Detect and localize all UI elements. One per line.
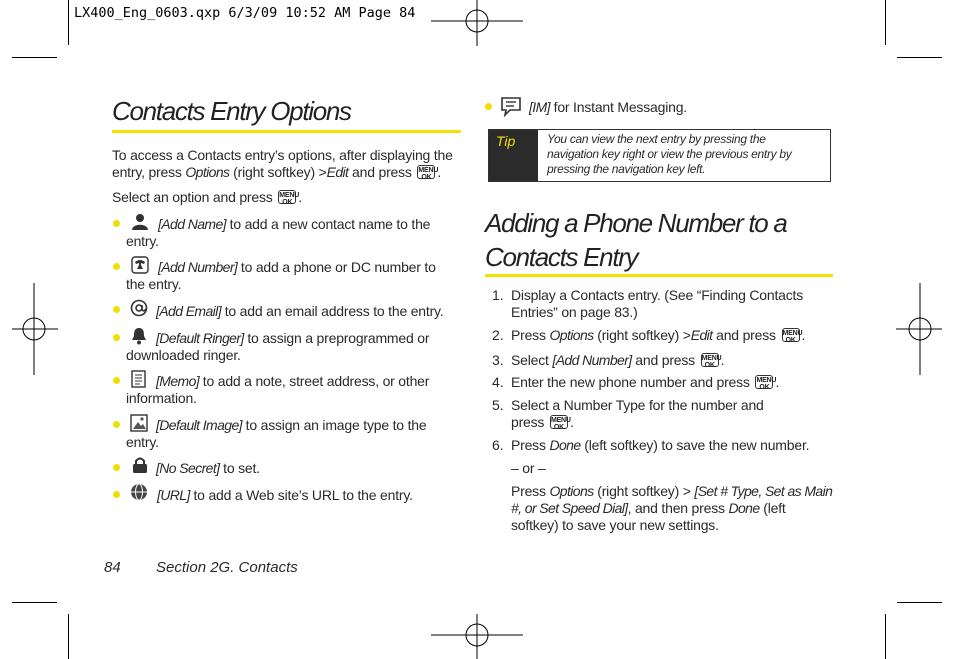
print-slug: LX400_Eng_0603.qxp 6/3/09 10:52 AM Page 84: [74, 5, 416, 21]
bullet: [113, 306, 120, 313]
registration-mark-bottom: [431, 614, 523, 659]
section-title-2: Adding a Phone Number to a Contacts Entry: [485, 208, 787, 272]
crop-mark: [68, 0, 69, 45]
bullet: [113, 334, 120, 341]
step-number: 4.: [492, 374, 504, 390]
step-1: Display a Contacts entry. (See “Finding Contacts Entries” on page 83.): [511, 287, 804, 320]
list-item: [Add Name] to add a new contact name to the entry.: [126, 216, 431, 249]
menu-ok-key-icon: MENU OK: [550, 417, 571, 431]
step-number: 2.: [492, 327, 504, 343]
list-item: [Default Image] to assign an image type to the entry.: [126, 417, 427, 450]
step-number: 1.: [492, 287, 504, 303]
crop-mark: [885, 0, 886, 45]
menu-ok-key-icon: MENU OK: [756, 377, 777, 391]
bullet: [113, 491, 120, 498]
list-item: [No Secret] to set.: [156, 460, 260, 476]
menu-ok-key-icon: MENU OK: [782, 330, 803, 344]
im-icon: [500, 95, 522, 117]
crop-mark: [885, 614, 886, 659]
bullet: [113, 220, 120, 227]
alternative-step: Press Options (right softkey) > [Set # Type, Set as Main #, or Set Speed Dial], and then press Done (left softkey) to save your new settings.: [511, 483, 833, 533]
title-rule: [485, 274, 833, 277]
step-3: Select [Add Number] and press MENU OK .: [511, 352, 725, 369]
crop-mark: [12, 602, 57, 603]
bullet: [113, 263, 120, 270]
menu-ok-key-icon: MENU OK: [279, 192, 300, 206]
crop-mark: [12, 57, 57, 58]
registration-mark-left: [12, 283, 58, 375]
list-item-im: [IM] for Instant Messaging.: [529, 99, 687, 115]
tip-label-panel: [489, 130, 538, 181]
tip-label: Tip: [496, 133, 516, 149]
step-number: 5.: [492, 397, 504, 413]
tip-text: You can view the next entry by pressing the navigation key right or view the previous entry by pressing the navigation key left.: [547, 132, 792, 176]
menu-ok-key-icon: MENU OK: [701, 355, 722, 369]
list-item: [Memo] to add a note, street address, or other information.: [126, 373, 430, 406]
step-number: 6.: [492, 437, 504, 453]
intro-paragraph: To access a Contacts entry’s options, after displaying the entry, press Options (right softkey) >Edit and press MENU OK .: [112, 147, 453, 181]
list-item: [URL] to add a Web site’s URL to the entry.: [157, 487, 413, 503]
or-separator: – or –: [511, 460, 546, 476]
menu-ok-key-icon: MENU OK: [418, 167, 439, 181]
section-title: Contacts Entry Options: [112, 96, 351, 126]
bullet: [485, 103, 492, 110]
registration-mark-top: [431, 0, 523, 46]
registration-mark-right: [896, 283, 942, 375]
bullet: [113, 421, 120, 428]
list-item: [Add Email] to add an email address to the entry.: [156, 303, 444, 319]
bullet: [113, 377, 120, 384]
list-item: [Default Ringer] to assign a preprogrammed or downloaded ringer.: [126, 330, 430, 363]
bullet: [113, 464, 120, 471]
step-6: Press Done (left softkey) to save the new number.: [511, 437, 810, 453]
page-number: 84: [104, 559, 121, 576]
crop-mark: [897, 57, 942, 58]
title-rule: [112, 130, 461, 133]
list-item: [Add Number] to add a phone or DC number to the entry.: [126, 259, 436, 292]
crop-mark: [897, 602, 942, 603]
step-number: 3.: [492, 352, 504, 368]
step-2: Press Options (right softkey) >Edit and press MENU OK .: [511, 327, 806, 344]
step-4: Enter the new phone number and press MENU OK .: [511, 374, 780, 391]
tip-box: [488, 129, 831, 182]
section-footer: Section 2G. Contacts: [156, 559, 298, 576]
step-5: Select a Number Type for the number and press MENU OK .: [511, 397, 764, 431]
select-instruction: Select an option and press MENU OK .: [112, 189, 302, 206]
crop-mark: [68, 614, 69, 659]
